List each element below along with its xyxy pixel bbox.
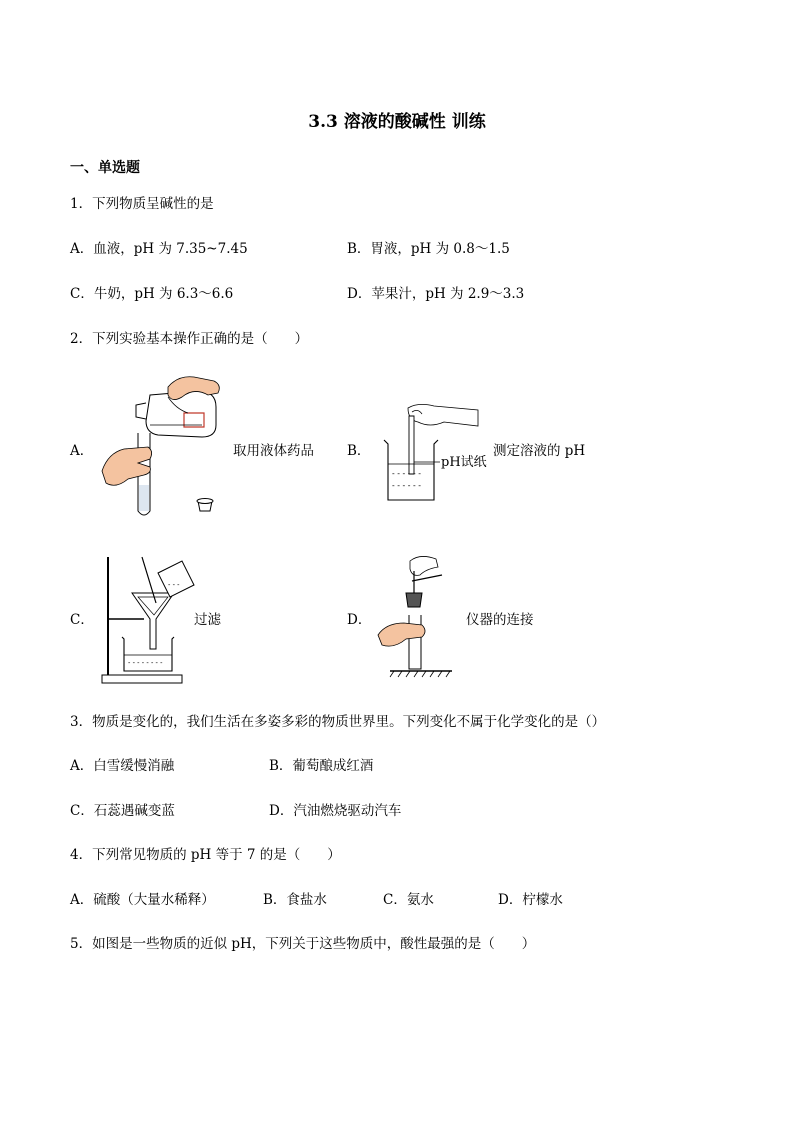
pouring-liquid-figure: [98, 373, 226, 523]
q4-option-a: A．硫酸（大量水稀释）: [70, 892, 215, 908]
q3-option-a: A．白雪缓慢消融: [70, 758, 175, 774]
q3-option-c: C．石蕊遇碱变蓝: [70, 803, 175, 819]
page-title: 3.3 溶液的酸碱性 训练: [308, 112, 486, 132]
q3-option-d: D．汽油燃烧驱动汽车: [269, 803, 402, 819]
q2-option-b-caption: 测定溶液的 pH: [493, 443, 586, 459]
svg-text:- - - - - - - -: - - - - - - - -: [128, 659, 163, 667]
q5-stem: 5．如图是一些物质的近似 pH，下列关于这些物质中，酸性最强的是（ ）: [70, 936, 536, 952]
q2-option-a-letter: A．: [70, 443, 94, 459]
q4-option-d: D．柠檬水: [498, 892, 563, 908]
q1-option-b: B．胃液，pH 为 0.8～1.5: [347, 241, 510, 257]
q2-option-b-letter: B．: [347, 443, 371, 459]
svg-text:- - -: - - -: [168, 581, 180, 589]
svg-text:- - - - - -: - - - - - -: [392, 481, 421, 490]
svg-text:- - - - - -: - - - - - -: [392, 469, 421, 478]
q4-stem: 4．下列常见物质的 pH 等于 7 的是（ ）: [70, 847, 341, 863]
q2-option-d-caption: 仪器的连接: [466, 612, 534, 628]
q1-option-c: C．牛奶，pH 为 6.3～6.6: [70, 286, 234, 302]
q2-stem: 2．下列实验基本操作正确的是（ ）: [70, 331, 309, 347]
q3-option-b: B．葡萄酿成红酒: [269, 758, 374, 774]
q2-option-c-letter: C．: [70, 612, 94, 628]
q4-option-c: C．氨水: [383, 892, 434, 908]
ph-paper-figure: [378, 400, 490, 504]
q2-option-a-caption: 取用液体药品: [233, 443, 314, 459]
section-heading: 一、单选题: [70, 160, 140, 176]
q1-stem: 1．下列物质呈碱性的是: [70, 196, 214, 212]
ph-paper-label: pH试纸: [441, 455, 487, 470]
apparatus-connection-figure: [376, 553, 456, 679]
q2-option-d-letter: D．: [347, 612, 372, 628]
q1-option-a: A．血液，pH 为 7.35~7.45: [70, 241, 248, 257]
filtration-figure: [98, 553, 194, 685]
q4-option-b: B．食盐水: [263, 892, 327, 908]
q1-option-d: D．苹果汁，pH 为 2.9～3.3: [347, 286, 525, 302]
q2-option-c-caption: 过滤: [194, 612, 221, 628]
q3-stem: 3．物质是变化的，我们生活在多姿多彩的物质世界里。下列变化不属于化学变化的是（）: [70, 714, 606, 730]
